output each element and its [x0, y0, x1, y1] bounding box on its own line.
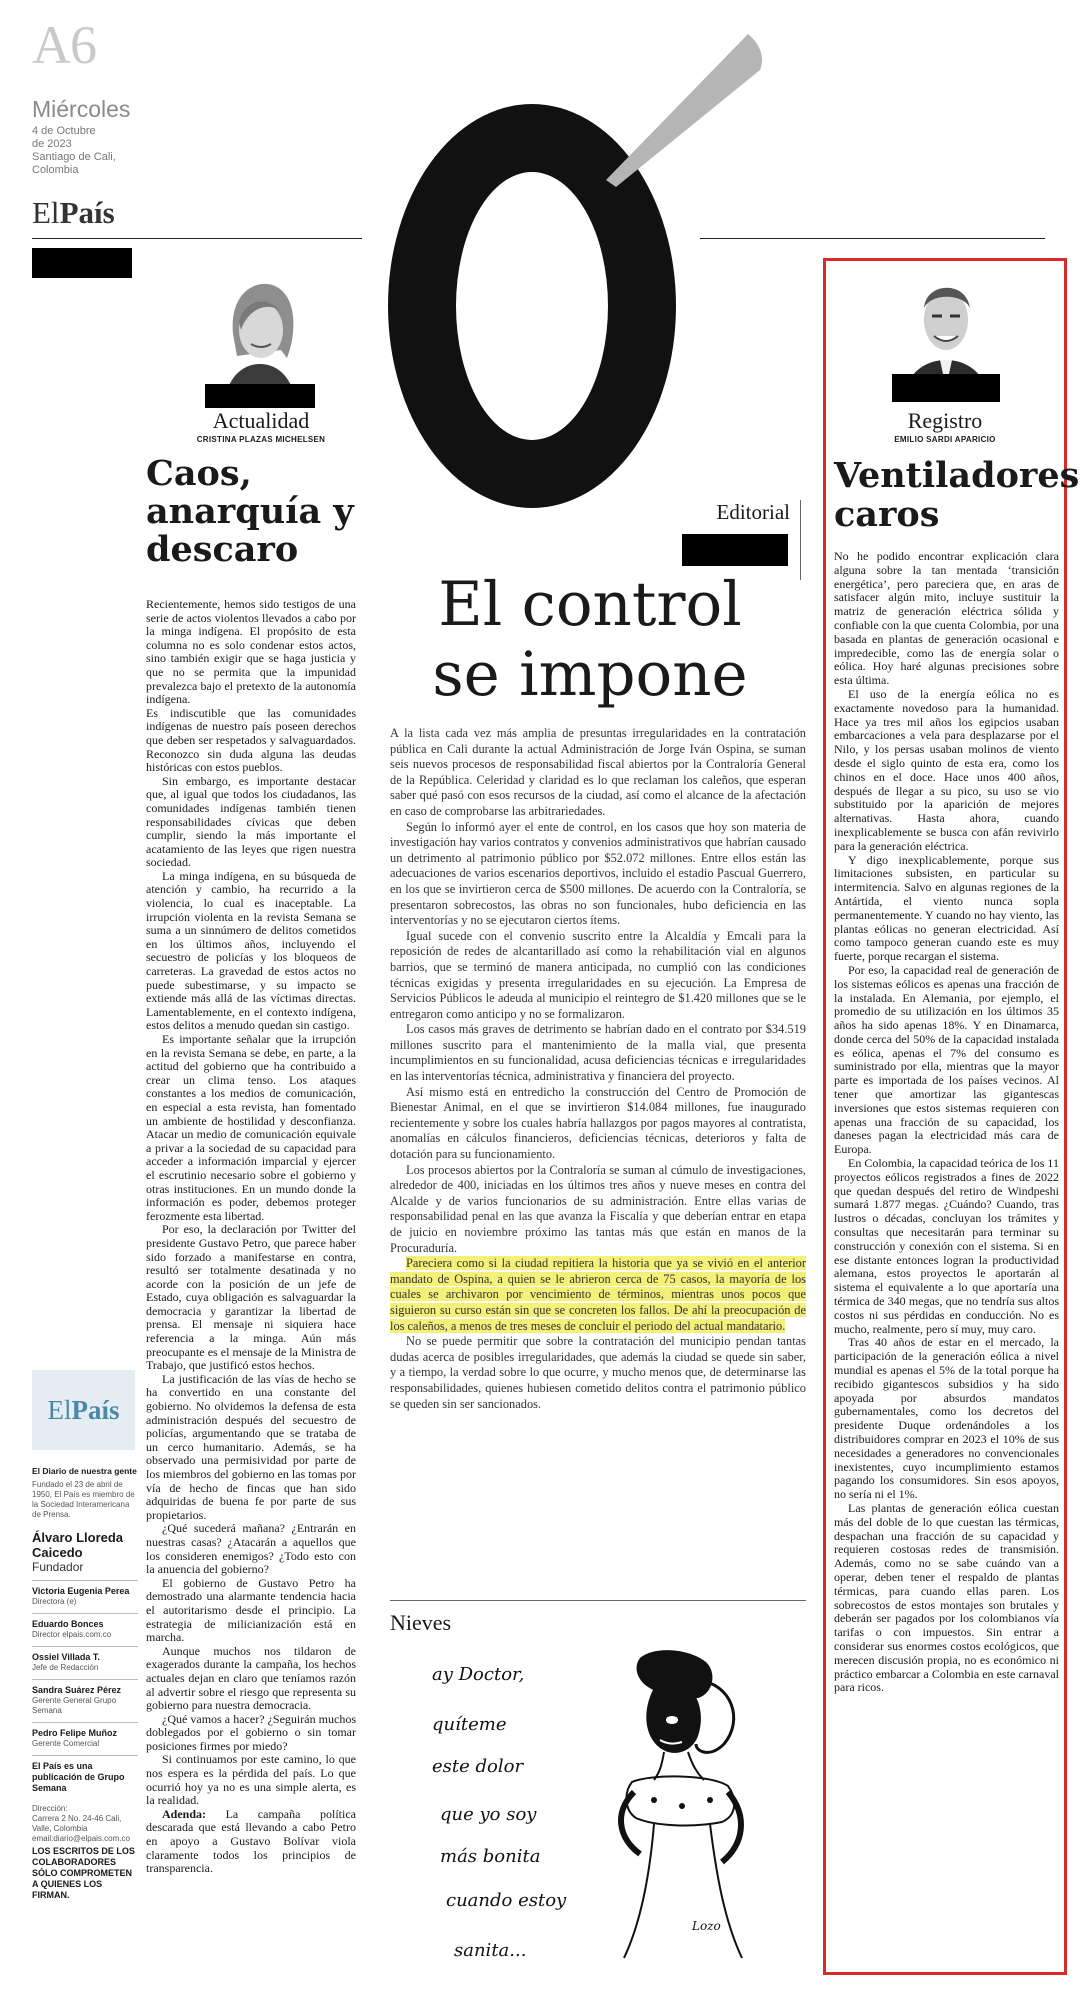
weekday: Miércoles	[32, 96, 131, 122]
section-name: Actualidad	[212, 408, 310, 433]
redaction-bar	[682, 534, 788, 566]
staff-role: Gerente General Grupo Semana	[32, 1696, 117, 1715]
paragraph: ¿Qué vamos a hacer? ¿Seguirán muchos doblegados por el gobierno o sin tomar posiciones firmes por miedo?	[146, 1711, 356, 1753]
divider	[32, 238, 362, 239]
paragraph: Sin embargo, es importante destacar que, al igual que todos los ciudadanos, las comunidades indígenas también tienen responsabilidades cívicas que deben cumplir, siendo la más importante el acatamiento de las leyes que rigen nuestra sociedad.	[146, 773, 356, 870]
cartoon-drawing	[392, 1640, 802, 1970]
page-number: A6	[32, 15, 96, 75]
paragraph: En Colombia, la capacidad teórica de los 11 proyectos eólicos registrados a fines de 2022 que quedan después del retiro de Windpeshi sumará 1.877 megas. ¿Cuándo? Cuando, tras lustros o décadas, concluyan los trámites y consultas que necesitarán para terminar su construcción y conexión con el sistema. Si en ese distante entonces logran la productividad alemana, estos proyectos le aportarán al sistema el equivalente a lo que aportaría una térmica de 340 megas, que no tendría sus altos costos ni sus pérdidas en conducción. No es mucho, realmente, pero sí muy, muy caro.	[834, 1156, 1059, 1336]
paragraph: El gobierno de Gustavo Petro ha demostrado una alarmante tendencia hacia el autoritarismo desde el principio. La estrategia de milicianización está en marcha.	[146, 1575, 356, 1645]
author-byline: EMILIO SARDI APARICIO	[894, 435, 996, 444]
paragraph: Es indiscutible que las comunidades indígenas de nuestro país poseen derechos que deben ser respetados y salvaguardados. Reconozco sin duda alguna las deudas históricas con estos pueblos.	[146, 705, 356, 775]
paragraph: ¿Qué sucederá mañana? ¿Entrarán en nuestras casas? ¿Atacarán a aquellos que los consideren enemigos? ¿Todo esto con la anuencia del gobierno?	[146, 1521, 356, 1577]
paragraph: Si continuamos por este camino, lo que nos espera es la pérdida del país. Lo que ocurrió hoy ya no es una simple alerta, es la realidad.	[146, 1752, 356, 1808]
paragraph: Por eso, la capacidad real de generación de los sistemas eólicos es apenas una fracción de la instalada. En Alemania, por ejemplo, el promedio de su utilización en los últimos 35 años ha sido apenas 18%. Y en Dinamarca, donde cerca del 50% de la capacidad instalada es eólica, apenas el 7% del consumo es suministrado por ella, mientras que la mayor parte es importada de los países vecinos. Al tener que amortizar las gigantescas inversiones que estos sistemas requieren con apenas una fracción de su capacidad, los daneses pagan la electricidad más cara de Europa.	[834, 962, 1059, 1157]
author-portrait	[892, 262, 1000, 402]
date-line: Santiago de Cali,	[32, 151, 116, 163]
staff-role: Jefe de Redacción	[32, 1663, 99, 1672]
masthead-tagline: El Diario de nuestra gente	[32, 1466, 137, 1476]
paragraph: Por eso, la declaración por Twitter del presidente Gustavo Petro, que parece haber sido forzado a manifestarse en contra, resultó ser totalmente desatinada y no acorde con la posición de un jefe de Estado, cuya obligación es salvaguardar la democracia y garantizar la libertad de prensa. El mensaje ni siquiera hace referencia a la minga. Aún más preocupante es el mensaje de la Ministra de Trabajo, que justificó estos hechos.	[146, 1222, 356, 1373]
address: Carrera 2 No. 24-46 Cali, Valle, Colombia	[32, 1814, 122, 1833]
paragraph: Igual sucede con el convenio suscrito entre la Alcaldía y Emcali para la reposición de redes de alcantarillado así como la rehabilitación vial en algunos barrios, que se terminó de manera anticipada, no cumplió con las condiciones técnicas exigidas y presenta irregularidades en su ejecución. La Empresa de Servicios Públicos le adeuda al municipio el reintegro de $1.420 millones que se le entregaron como anticipo y no se formalizaron.	[390, 928, 806, 1021]
staff-name: Ossiel Villada T.	[32, 1652, 100, 1662]
headline: Caos, anarquía y descaro	[146, 453, 354, 570]
page-header-rail	[32, 15, 140, 230]
paragraph: Los procesos abiertos por la Contraloría se suman al cúmulo de investigaciones, alrededor de 400, iniciadas en los últimos tres años y nueve meses en contra del Alcalde y de varios funcionarios de su administración. Entre ellas varias de responsabilidad penal en las que avanza la Fiscalía y que deberían entrar en etapa de juicio en noviembre próximo las tantas más que están en manos de la Procuraduría.	[390, 1162, 806, 1255]
author-byline: CRISTINA PLAZAS MICHELSEN	[196, 435, 326, 444]
cartoon-title: Nieves	[390, 1610, 452, 1635]
paragraph: Tras 40 años de estar en el mercado, la participación de la generación eólica a nivel mundial es apenas el 5% de la total porque ha recibido gigantescos subsidios y ha sido apoyada por absurdos mandatos gubernamentales, como los decretos del presidente Duque ordenándoles a los distribuidores comprar en 2023 el 10% de sus necesidades a generadores no convencionales inexistentes, cuyo incumplimiento estamos pagando los consumidores. Sin esos apoyos, no sería ni el 1%.	[834, 1335, 1059, 1502]
staff-role: Director elpais.com.co	[32, 1630, 112, 1639]
founder-role: Fundador	[32, 1560, 84, 1574]
paragraph: Las plantas de generación eólica cuestan más del doble de lo que cuestan las térmicas, despachan una fracción de su capacidad y requieren costosas redes de transmisión. Además, como no se sabe cuándo van a operar, deben tener el respaldo de plantas térmicas, para cuando ellas paren. Los sobrecostos de estos montajes son brutales y deberán ser pagados por los colombianos vía tarifas o con impuestos. Sin entrar a considerar sus enormes costos ecológicos, que merecen discusión propia, no es económico ni práctico embarcar a Colombia en este carnaval para ricos.	[834, 1500, 1059, 1695]
paragraph: Los casos más graves de detrimento se habrían dado en el contrato por $34.519 millones suscrito para el mantenimiento de la malla vial, que presenta incumplimientos en su funcionalidad, acusa deficiencias técnicas e irregularidades en las interventorías técnica, administrativa y financiera del proyecto.	[390, 1022, 806, 1084]
acute-accent-graphic	[598, 22, 768, 192]
author-portrait	[205, 272, 315, 408]
headline: Ventiladores caros	[834, 455, 1080, 535]
dateline	[32, 125, 140, 177]
section-name: Editorial	[716, 500, 790, 524]
paragraph: La minga indígena, en su búsqueda de atención y cambio, ha recurrido a la violencia, lo cual es inaceptable. La irrupción violenta en la revista Semana se suma a un sinnúmero de delitos cometidos en los últimos años, incluyendo el secuestro de policías y los bloqueos de carreteras. La gravedad de estos actos no puede subestimarse, y su impacto se extiende más allá de las víctimas directas. Lamentablemente, en el contexto indígena, estos delitos a menudo quedan sin castigo.	[146, 868, 356, 1033]
cartoon-text-line: que yo soy	[440, 1804, 537, 1825]
section-name: Registro	[907, 408, 983, 433]
cartoon-signature: Lozo	[692, 1919, 721, 1933]
divider	[700, 238, 1045, 239]
editorial-headline: El control se impone	[432, 569, 748, 710]
divider	[800, 500, 801, 580]
publication-note: El País es una publicación de Grupo Semana	[32, 1761, 125, 1793]
paragraph: La justificación de las vías de hecho se ha convertido en una constante del gobierno. No olvidemos la defensa de esta administración después del secuestro de policías, argumentando que se trataba de un cerco humanitario. Además, se ha observado una permisividad por parte de los miembros del gobierno en las tomas por vía de hecho de fincas que han sido adquiridas de buena fe por parte de sus propietarios.	[146, 1371, 356, 1522]
paragraph: Según lo informó ayer el ente de control, en los casos que hoy son materia de investigación hay varios contratos y convenios administrativos que habrían causado un detrimento al patrimonio público por $52.072 millones. Entre ellos están las adecuaciones de varios escenarios deportivos, incluido el estadio Pascual Guerrero, en los que se invirtieron cerca de $500 millones. De acuerdo con la Contraloría, se presentaron sobrecostos, las obras no son funcionales, hubo deficiencia en las interventorías y no se ejecutaron ciertos ítems.	[390, 819, 806, 928]
paragraph: Es importante señalar que la irrupción en la revista Semana se debe, en parte, a la actitud del gobierno que ha contribuido a crear un clima tenso. Los ataques constantes a los medios de comunicación, en especial a esta revista, han fomentado un ambiente de hostilidad y desconfianza. Atacar un medio de comunicación equivale a privar a la sociedad de su capacidad para acceder a información imparcial y ejercer el escrutinio necesario sobre el gobierno y otras instituciones. En un mundo donde la información es poder, debemos proteger ferozmente esta libertad.	[146, 1032, 356, 1223]
editorial-body	[390, 726, 806, 1412]
staff-name: Victoria Eugenia Perea	[32, 1586, 130, 1596]
paragraph: Así mismo está en entredicho la construcción del Centro de Promoción de Bienestar Animal, en el que se invirtieron $14.084 millones, fue inaugurado recientemente y sobre los cuales habría hallazgos por pagos mayores al contratista, anomalías en cálculos financieros, deficiencias técnicas, deterioros y falta de dotación para su funcionamiento.	[390, 1084, 806, 1162]
paragraph: Recientemente, hemos sido testigos de una serie de actos violentos llevados a cabo por la minga indígena. El propósito de esta columna no es solo condenar estos actos, sino también exigir que se haga justicia y que no se permita que la impunidad prevalezca bajo el pretexto de la autonomía indígena.	[146, 597, 356, 707]
staff-name: Eduardo Bonces	[32, 1619, 104, 1629]
founder-name: Álvaro Lloreda Caicedo	[32, 1530, 124, 1560]
paragraph: El uso de la energía eólica no es exactamente novedoso para la humanidad. Hace ya tres mil años los egipcios usaban embarcaciones a vela para desplazarse por el Nilo, y los persas usaban molinos de viento desde el siglo quinto de esta era, como los chinos en el doce. Hace unos 400 años, después de llegar a su pico, su uso se vio substituido por la aparición de mejores alternativas. Hasta ahora, cuando inexplicablemente se busca con afán revivirlo para la generación eléctrica.	[834, 686, 1059, 853]
staff-role: Gerente Comercial	[32, 1739, 100, 1748]
email: email:diario@elpais.com.co	[32, 1834, 130, 1843]
article-body	[146, 598, 356, 1876]
cartoon-text-line: más bonita	[440, 1846, 541, 1867]
redaction-bar	[32, 248, 132, 278]
staff-role: Directora (e)	[32, 1597, 77, 1606]
highlighted-paragraph: Pareciera como si la ciudad repitiera la historia que ya se vivió en el anterior mandato de Ospina, a quien se le abrieron cerca de 75 casos, la mayoría de los cuales se archivaron por vencimiento de términos, mientras unos pocos que siguieron su curso están sin que se concreten los fallos. De ahí la preocupación de los caleños, a menos de tres meses de concluir el periodo del actual mandatario.	[390, 1256, 806, 1333]
cartoon-text-line: sanita...	[454, 1940, 527, 1961]
paragraph: No he podido encontrar explicación clara alguna sobre la tan mentada ‘transición energética’, pero pareciera que, en aras de satisfacer algún mito, incluye sustituir la matriz de generación eléctrica sólida y confiable con la que cuenta Colombia, por una basada en plantas de generación ocasional e impredecible, como las de energía solar o eólica. Hoy haré algunas precisiones sobre esta última.	[834, 549, 1059, 688]
paragraph: Aunque muchos nos tildaron de exagerados durante la campaña, los hechos actuales dejan en claro que teníamos razón al advertir sobre el riesgo que representa su gobierno para nuestra democracia.	[146, 1643, 356, 1713]
cartoon-text-line: ay Doctor,	[432, 1664, 525, 1685]
divider	[390, 1600, 806, 1601]
paragraph: No se puede permitir que sobre la contratación del municipio pendan tantas dudas acerca de posibles irregularidades, que además la ciudad se quede sin saber, y a tiempo, la verdad sobre lo que ocurre, y mucho menos que, de determinarse las responsabilidades, quienes hubiesen cometido delitos contra el patrimonio público se queden sin ser sancionados.	[390, 1334, 806, 1411]
addendum: Adenda: La campaña política descarada que está llevando a cabo Petro en apoyo a Gustavo Bolívar viola claramente todos los principios de transparencia.	[146, 1806, 356, 1876]
brand-logo: ElPaís	[32, 195, 115, 230]
staff-name: Sandra Suárez Pérez	[32, 1685, 122, 1695]
masthead-staff	[32, 1466, 138, 1901]
staff-name: Pedro Felipe Muñoz	[32, 1728, 118, 1738]
cartoon-text-line: quíteme	[432, 1714, 507, 1735]
masthead-logo: ElPaís	[32, 1370, 135, 1450]
cartoon-text-line: cuando estoy	[446, 1890, 567, 1911]
date-line: Colombia	[32, 164, 79, 176]
disclaimer: LOS ESCRITOS DE LOS COLABORADORES SÓLO COMPROMETEN A QUIENES LOS FIRMAN.	[32, 1846, 135, 1900]
article-body	[834, 550, 1059, 1695]
paragraph: A la lista cada vez más amplia de presuntas irregularidades en la contratación pública en Cali durante la actual Administración de Jorge Iván Ospina, se suman seis nuevos procesos de responsabilidad fiscal abiertos por la Contraloría General de la República. Celeridad y claridad es lo que reclaman los caleños, que esperan saber qué pasó con esos recursos de la ciudad, así como el alcance de la afectación en caso de comprobarse las arbitrariedades.	[390, 726, 806, 818]
paragraph: Y digo inexplicablemente, porque sus limitaciones subsisten, en particular su intermitencia. Salvo en algunas regiones de la Antártida, el viento nunca sopla permanentemente. Y cuando no hay viento, las plantas eólicas no generan electricidad. Así como tampoco generan cuando este es muy fuerte, porque recargan el sistema.	[834, 852, 1059, 964]
date-line: de 2023	[32, 138, 72, 150]
address-label: Dirección:	[32, 1804, 68, 1813]
cartoon-text-line: este dolor	[432, 1756, 524, 1777]
date-line: 4 de Octubre	[32, 125, 96, 137]
founded-note: Fundado el 23 de abril de 1950, El País es miembro de la Sociedad Interamericana de Prensa.	[32, 1480, 135, 1519]
